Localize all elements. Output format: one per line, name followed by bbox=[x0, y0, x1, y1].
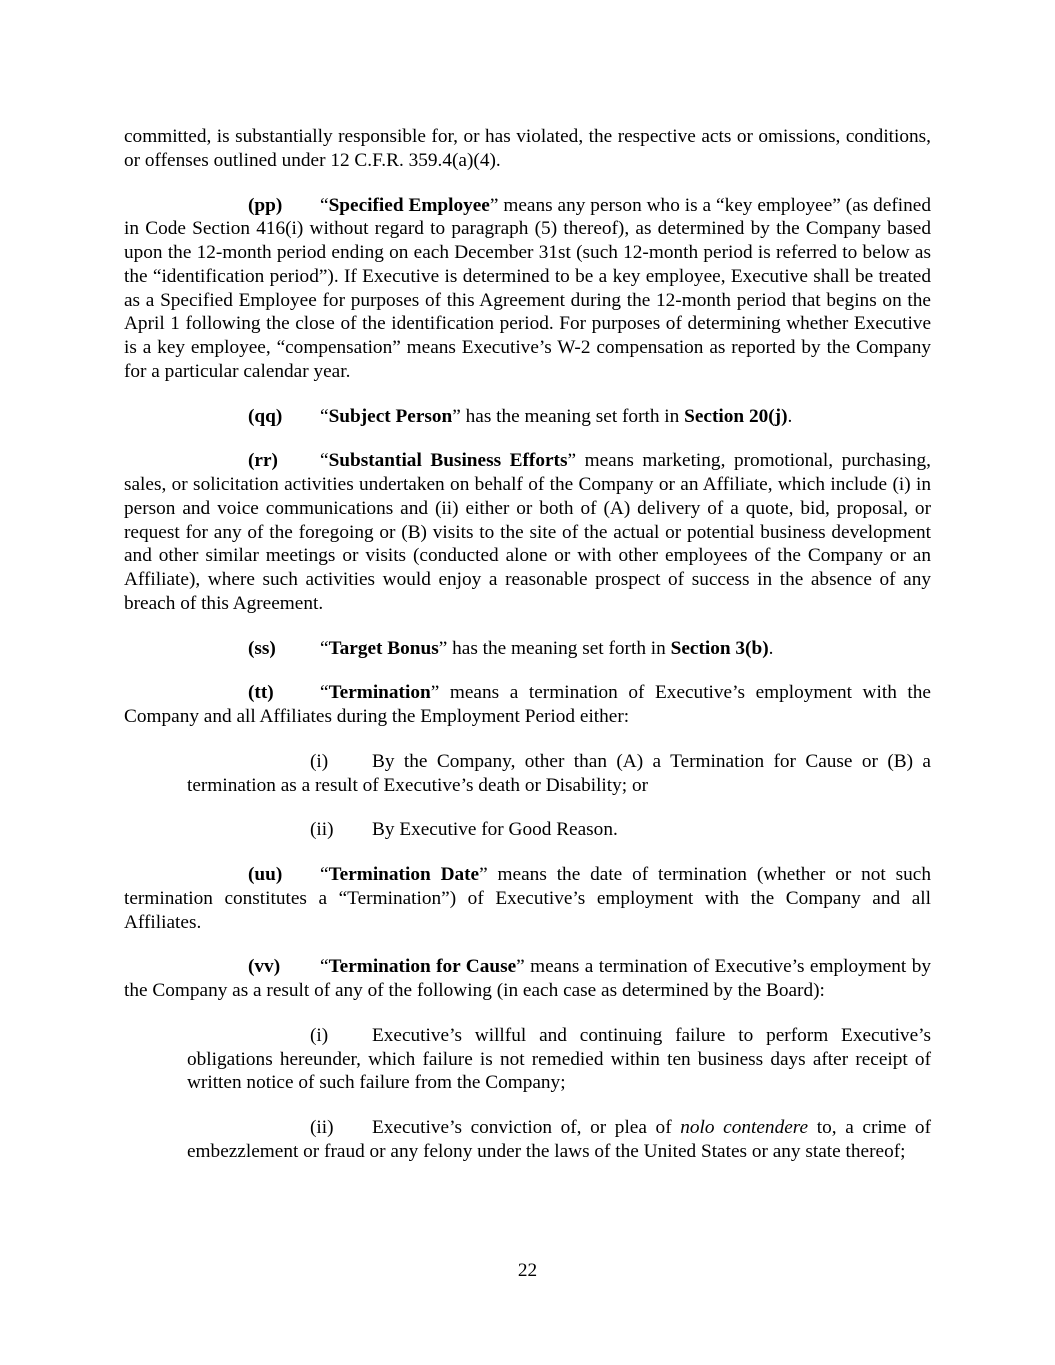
body-text: “ bbox=[320, 956, 329, 978]
clause-label: (ii) bbox=[310, 819, 334, 841]
defined-term: Termination bbox=[328, 682, 431, 704]
definition-paragraph bbox=[124, 405, 931, 429]
body-text: By Executive for Good Reason. bbox=[372, 819, 618, 841]
body-text: Executive’s willful and continuing failure to perform Executive’s obligations hereunder, which failure is not remedied within ten business days after receipt of written notice of such failure from the Company; bbox=[187, 1024, 931, 1094]
clause-label: (ss) bbox=[248, 637, 276, 659]
definition-paragraph bbox=[124, 194, 931, 384]
page-number: 22 bbox=[517, 1260, 538, 1281]
italic-text: nolo contendere bbox=[680, 1117, 809, 1138]
body-text: ” means marketing, promotional, purchasing, sales, or solicitation activities undertaken on behalf of the Company or an Affiliate, which include (i) in person and voice communications and (ii) either or both of (A) delivery of a quote, bid, proposal, or request for any of the foregoing or (B) visits to the site of the actual or potential business development and other similar meetings or visits (conducted alone or with other employees of the Company or an Affiliate), where such activities would enjoy a reasonable prospect of success in the absence of any breach of this Agreement. bbox=[124, 450, 931, 614]
body-text: committed, is substantially responsible for, or has violated, the respective acts or omissions, conditions, or offenses outlined under 12 C.F.R. 359.4(a)(4). bbox=[124, 126, 931, 171]
body-text: “ bbox=[320, 405, 329, 427]
continuation-paragraph bbox=[124, 125, 931, 173]
subclause-paragraph bbox=[187, 1116, 931, 1164]
clause-label: (qq) bbox=[248, 405, 283, 427]
clause-label: (tt) bbox=[248, 682, 274, 704]
body-text: “ bbox=[320, 682, 329, 704]
clause-label: (vv) bbox=[248, 956, 281, 978]
body-text: Executive’s conviction of, or plea of bbox=[372, 1117, 681, 1138]
defined-term: Substantial Business Efforts bbox=[328, 450, 568, 472]
clause-label: (uu) bbox=[248, 864, 283, 885]
body-text: . bbox=[787, 405, 793, 427]
clause-label: (i) bbox=[310, 1024, 329, 1046]
defined-term: Section 3(b) bbox=[670, 637, 769, 659]
body-text: . bbox=[768, 637, 774, 659]
subclause-paragraph bbox=[187, 1024, 931, 1095]
body-text: “ bbox=[320, 194, 329, 216]
body-text: ” has the meaning set forth in bbox=[438, 637, 671, 659]
definition-paragraph bbox=[124, 681, 931, 729]
body-text: “ bbox=[320, 637, 329, 659]
defined-term: Target Bonus bbox=[328, 637, 439, 659]
defined-term: Specified Employee bbox=[328, 194, 490, 216]
body-text: ” means any person who is a “key employee” (as defined in Code Section 416(i) without regard to paragraph (5) thereof), as determined by the Company based upon the 12-month period ending on each December 31st (such 12-month period is referred to below as the “identification period”). If Executive is determined to be a key employee, Executive shall be treated as a Specified Employee for purposes of this Agreement during the 12-month period that begins on the April 1 following the close of the identification period. For purposes of determining whether Executive is a key employee, “compensation” means Executive’s W-2 compensation as reported by the Company for a particular calendar year. bbox=[124, 194, 932, 382]
clause-label: (ii) bbox=[310, 1117, 334, 1138]
defined-term: Termination for Cause bbox=[328, 956, 517, 978]
definition-paragraph bbox=[124, 955, 931, 1003]
body-text: ” means a termination of Executive’s employment with the Company and all Affiliates during the Employment Period either: bbox=[124, 682, 931, 727]
clause-label: (i) bbox=[310, 750, 329, 772]
body-text: “ bbox=[320, 450, 329, 472]
definition-paragraph bbox=[124, 449, 931, 615]
document-body bbox=[124, 125, 931, 1185]
body-text: to, a crime of embezzlement or fraud or any felony under the laws of the United States or any state thereof; bbox=[187, 1117, 931, 1162]
clause-label: (pp) bbox=[248, 194, 283, 216]
body-text: ” has the meaning set forth in bbox=[452, 405, 685, 427]
body-text: ” means a termination of Executive’s employment by the Company as a result of any of the following (in each case as determined by the Board): bbox=[124, 956, 931, 1001]
body-text: “ bbox=[320, 864, 329, 885]
subclause-paragraph bbox=[187, 750, 931, 798]
definition-paragraph bbox=[124, 863, 931, 934]
body-text: ” means the date of termination (whether or not such termination constitutes a “Termination”) of Executive’s employment with the Company and all Affiliates. bbox=[124, 864, 932, 933]
defined-term: Subject Person bbox=[328, 405, 453, 427]
clause-label: (rr) bbox=[248, 450, 278, 472]
defined-term: Termination Date bbox=[328, 864, 480, 885]
defined-term: Section 20(j) bbox=[684, 405, 788, 427]
definition-paragraph bbox=[124, 637, 931, 661]
body-text: By the Company, other than (A) a Termination for Cause or (B) a termination as a result of Executive’s death or Disability; or bbox=[187, 750, 931, 796]
subclause-paragraph bbox=[187, 818, 931, 842]
